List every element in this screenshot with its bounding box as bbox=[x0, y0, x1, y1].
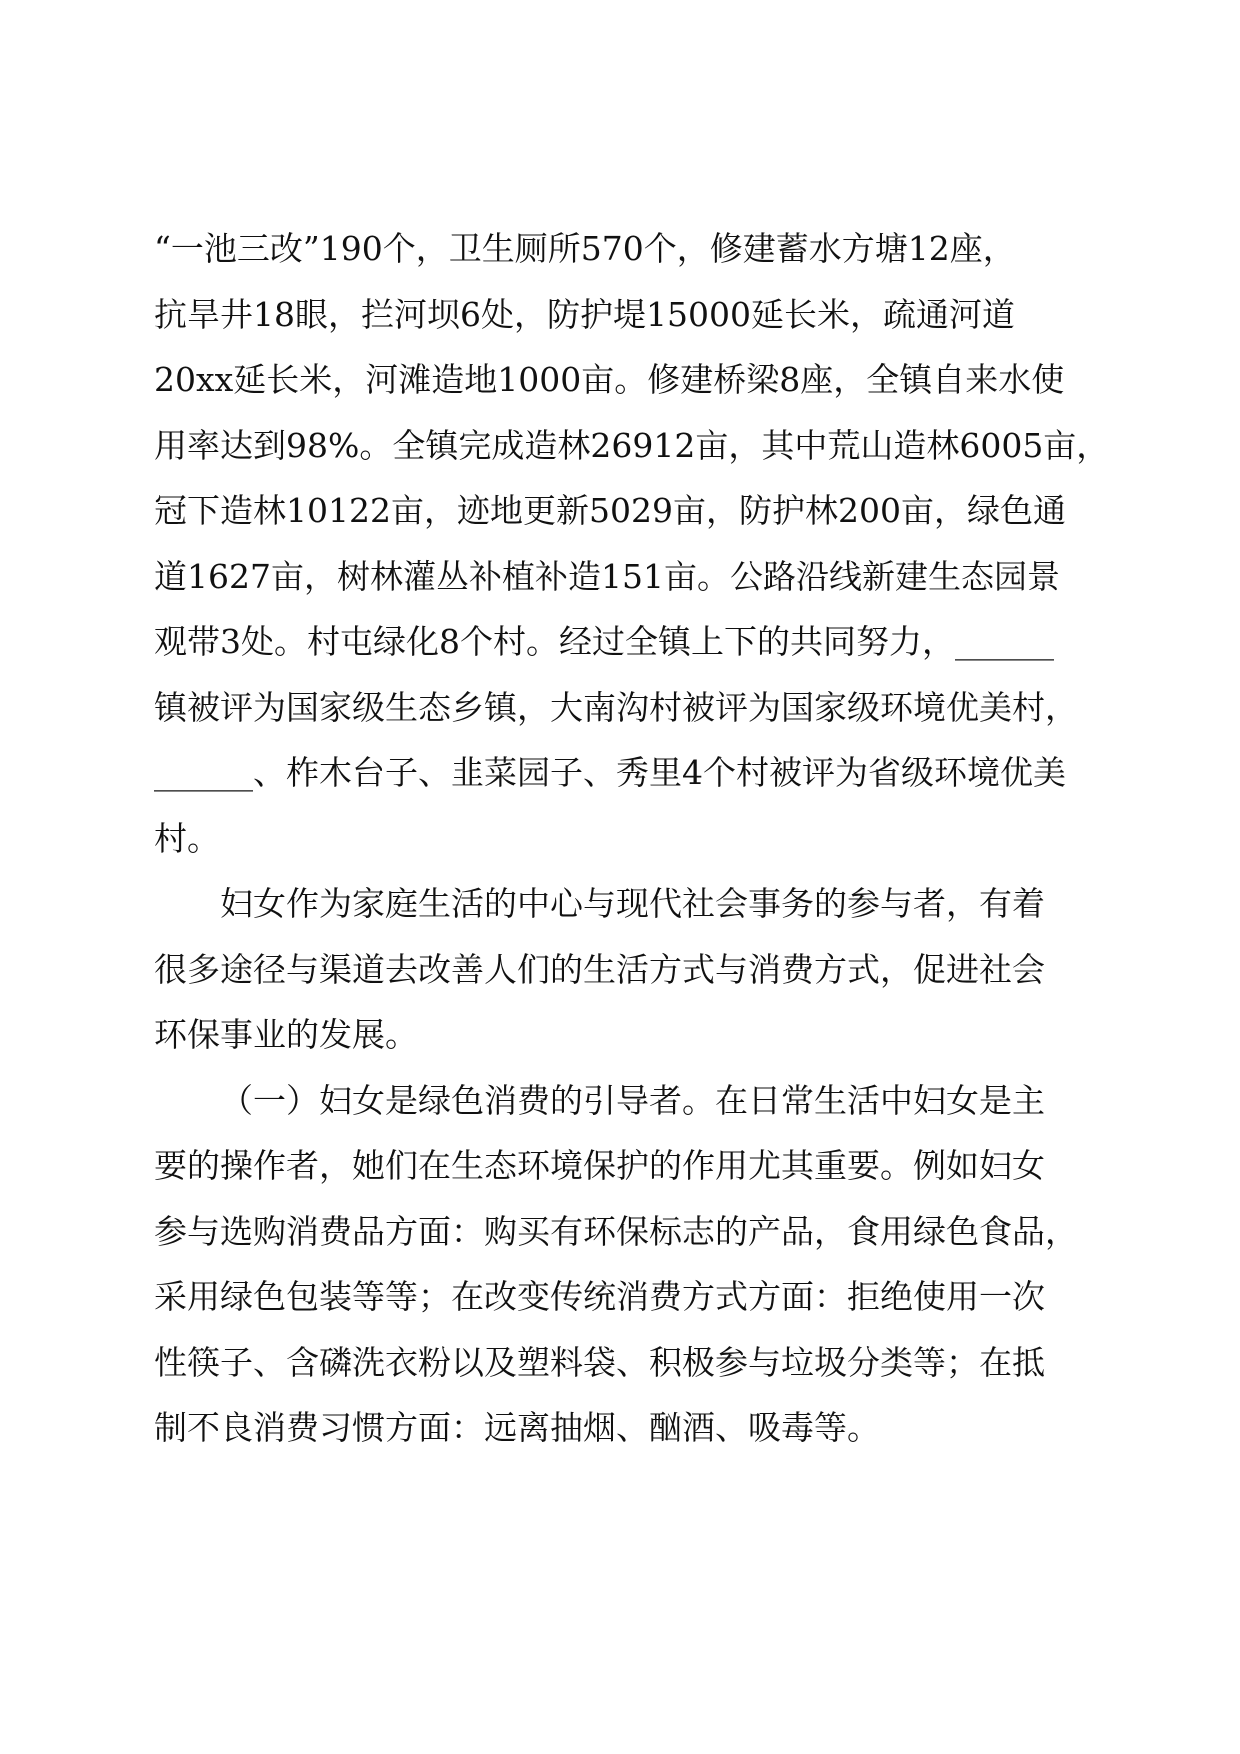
text-line: 制不良消费习惯方面：远离抽烟、酗酒、吸毒等。 bbox=[154, 1408, 880, 1447]
text-line: 抗旱井18眼，拦河坝6处，防护堤15000延长米，疏通河道 bbox=[154, 294, 1015, 334]
text-line: ______、柞木台子、韭菜园子、秀里4个村被评为省级环境优美 bbox=[154, 753, 1066, 792]
text-line: 参与选购消费品方面：购买有环保标志的产品，食用绿色食品， bbox=[154, 1211, 1078, 1251]
text-line: 用率达到98%。全镇完成造林26912亩，其中荒山造林6005亩， bbox=[154, 425, 1110, 465]
text-line: 观带3处。村屯绿化8个村。经过全镇上下的共同努力，______ bbox=[154, 622, 1054, 661]
text-line: 环保事业的发展。 bbox=[154, 1015, 418, 1054]
paragraph-start-line: 妇女作为家庭生活的中心与现代社会事务的参与者，有着 bbox=[220, 884, 1045, 923]
text-line: 冠下造林10122亩，迹地更新5029亩，防护林200亩，绿色通 bbox=[154, 491, 1066, 530]
text-line: 要的操作者，她们在生态环境保护的作用尤其重要。例如妇女 bbox=[154, 1146, 1045, 1185]
text-line: 村。 bbox=[154, 818, 220, 858]
text-line: “一池三改”190个，卫生厕所570个，修建蓄水方塘12座， bbox=[154, 229, 1016, 268]
text-line: 镇被评为国家级生态乡镇，大南沟村被评为国家级环境优美村， bbox=[154, 687, 1078, 727]
text-line: 采用绿色包装等等；在改变传统消费方式方面：拒绝使用一次 bbox=[154, 1277, 1045, 1316]
section-heading-line: （一）妇女是绿色消费的引导者。在日常生活中妇女是主 bbox=[220, 1080, 1045, 1120]
document-body bbox=[154, 216, 1110, 1461]
text-line: 20xx延长米，河滩造地1000亩。修建桥梁8座，全镇自来水使 bbox=[154, 360, 1065, 399]
text-line: 很多途径与渠道去改善人们的生活方式与消费方式，促进社会 bbox=[154, 949, 1045, 989]
text-line: 道1627亩，树林灌丛补植补造151亩。公路沿线新建生态园景 bbox=[154, 556, 1060, 596]
text-line: 性筷子、含磷洗衣粉以及塑料袋、积极参与垃圾分类等；在抵 bbox=[154, 1342, 1045, 1382]
